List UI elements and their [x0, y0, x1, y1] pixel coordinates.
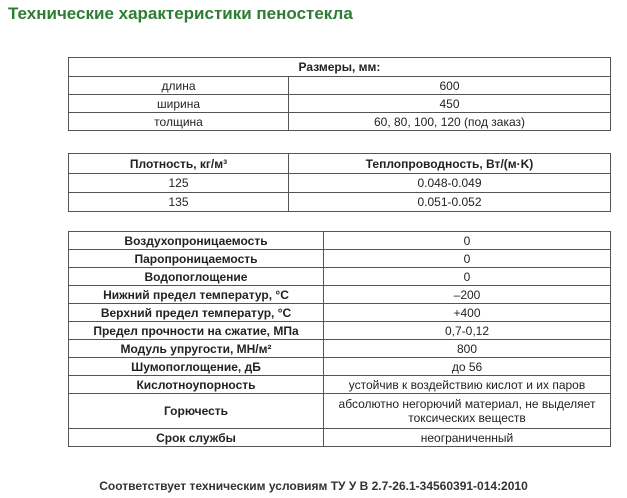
table-row [69, 193, 611, 212]
property-label: Шумопоглощение, дБ [69, 358, 324, 376]
conductivity-value: 0.051-0.052 [289, 193, 611, 212]
table-row [69, 77, 611, 95]
sizes-table [68, 57, 611, 131]
property-label: Верхний предел температур, °С [69, 304, 324, 322]
property-label: Срок службы [69, 429, 324, 447]
property-label: Нижний предел температур, °С [69, 286, 324, 304]
size-value: 60, 80, 100, 120 (под заказ) [289, 113, 611, 131]
property-label: Предел прочности на сжатие, МПа [69, 322, 324, 340]
table-row [69, 95, 611, 113]
property-label: Кислотноупорность [69, 376, 324, 394]
table-row [69, 58, 611, 77]
property-value: устойчив к воздействию кислот и их паров [324, 376, 611, 394]
property-value: абсолютно негорючий материал, не выделяет токсических веществ [324, 394, 611, 429]
property-value: неограниченный [324, 429, 611, 447]
table-row [69, 232, 611, 250]
size-value: 450 [289, 95, 611, 113]
table-row [69, 358, 611, 376]
table-row [69, 376, 611, 394]
property-label: Горючесть [69, 394, 324, 429]
table-row [69, 268, 611, 286]
table-row [69, 340, 611, 358]
conductivity-value: 0.048-0.049 [289, 174, 611, 193]
property-value: 0 [324, 268, 611, 286]
density-header: Плотность, кг/м³ [69, 154, 289, 174]
density-value: 125 [69, 174, 289, 193]
table-row [69, 429, 611, 447]
sizes-header: Размеры, мм: [69, 58, 611, 77]
property-label: Паропроницаемость [69, 250, 324, 268]
table-row [69, 304, 611, 322]
property-value: 0,7-0,12 [324, 322, 611, 340]
property-value: до 56 [324, 358, 611, 376]
table-row [69, 322, 611, 340]
property-label: Модуль упругости, МН/м² [69, 340, 324, 358]
standards-note: Соответствует техническим условиям ТУ У В 2.7-26.1-34560391-014:2010 [99, 479, 528, 493]
property-label: Воздухопроницаемость [69, 232, 324, 250]
size-label: толщина [69, 113, 289, 131]
density-table [68, 153, 611, 212]
page-title: Технические характеристики пеностекла [8, 4, 353, 23]
conductivity-header: Теплопроводность, Вт/(м·K) [289, 154, 611, 174]
table-row [69, 113, 611, 131]
table-row [69, 394, 611, 429]
properties-table [68, 231, 611, 447]
table-row [69, 154, 611, 174]
property-value: –200 [324, 286, 611, 304]
property-value: 0 [324, 250, 611, 268]
property-label: Водопоглощение [69, 268, 324, 286]
size-label: ширина [69, 95, 289, 113]
property-value: +400 [324, 304, 611, 322]
table-row [69, 174, 611, 193]
property-value: 800 [324, 340, 611, 358]
size-value: 600 [289, 77, 611, 95]
property-value: 0 [324, 232, 611, 250]
table-row [69, 286, 611, 304]
density-value: 135 [69, 193, 289, 212]
size-label: длина [69, 77, 289, 95]
table-row [69, 250, 611, 268]
